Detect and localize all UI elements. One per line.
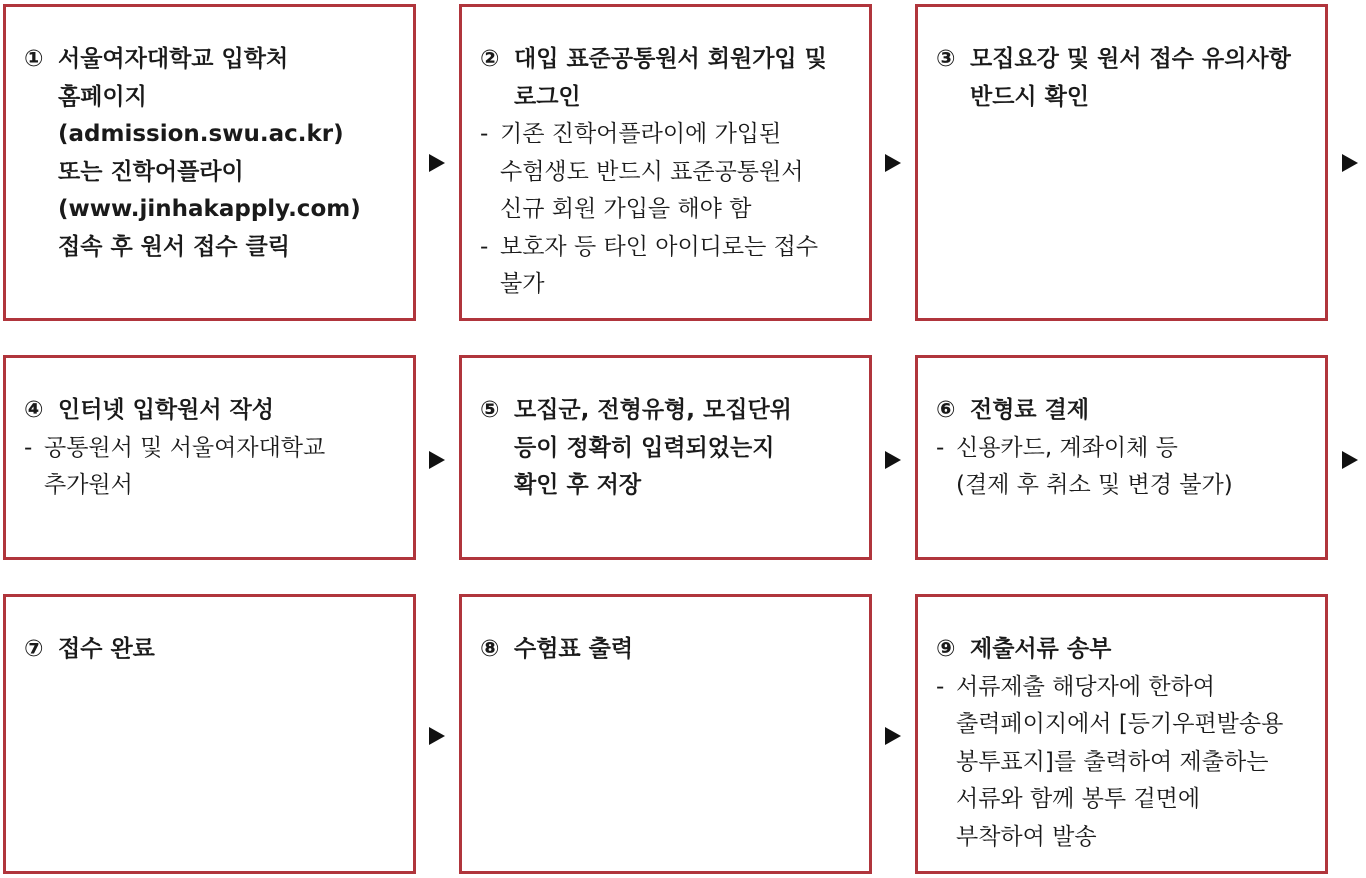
step-7-number: ⑦ — [24, 636, 44, 662]
step-2-box — [459, 4, 872, 321]
step-9-number: ⑨ — [936, 636, 956, 662]
step-4-box — [3, 355, 416, 560]
arrow-right-icon — [1342, 154, 1358, 172]
arrow-right-icon — [429, 727, 445, 745]
step-6-title-line — [936, 392, 1307, 430]
step-1-box — [3, 4, 416, 321]
step-9-title-line — [936, 631, 1307, 669]
dash-bullet: - — [480, 121, 489, 147]
step-6-extra-note: (결제 후 취소 및 변경 불가) — [956, 472, 1233, 498]
step-3-box — [915, 4, 1328, 321]
step-1-title: 서울여자대학교 입학처 홈페이지 (admission.swu.ac.kr) 또는 진학어플라이 (www.jinhakapply.com) 접속 후 원서 접수 클릭 — [58, 46, 361, 260]
step-7-title-line — [24, 631, 395, 669]
step-6-note-1-text: 신용카드, 계좌이체 등 — [956, 434, 1178, 461]
step-6-number: ⑥ — [936, 397, 956, 423]
dash-bullet: - — [936, 673, 945, 700]
step-2-note-1 — [480, 116, 851, 229]
step-9-box — [915, 594, 1328, 874]
step-9-note-1-text: 서류제출 해당자에 한하여 출력페이지에서 [등기우편발송용 봉투표지]를 출력하여 제출하는 서류와 함께 봉투 겉면에 부착하여 발송 — [956, 673, 1284, 850]
step-6-box — [915, 355, 1328, 560]
step-2-number: ② — [480, 46, 500, 72]
arrow-right-icon — [885, 154, 901, 172]
step-5-number: ⑤ — [480, 397, 500, 423]
step-8-title-line — [480, 631, 851, 669]
step-8-box — [459, 594, 872, 874]
step-4-note-1-text: 공통원서 및 서울여자대학교 추가원서 — [44, 434, 326, 498]
step-8-title: 수험표 출력 — [514, 636, 634, 662]
step-7-box — [3, 594, 416, 874]
dash-bullet: - — [24, 434, 33, 461]
step-9-title: 제출서류 송부 — [970, 636, 1112, 662]
dash-bullet: - — [936, 434, 945, 461]
step-7-title: 접수 완료 — [58, 636, 155, 662]
arrow-right-icon — [885, 727, 901, 745]
arrow-right-icon — [429, 451, 445, 469]
step-8-number: ⑧ — [480, 636, 500, 662]
step-4-note-1 — [24, 430, 395, 505]
step-3-title: 모집요강 및 원서 접수 유의사항 반드시 확인 — [970, 46, 1291, 110]
dash-bullet: - — [480, 233, 489, 260]
step-4-number: ④ — [24, 397, 44, 423]
step-4-title-line — [24, 392, 395, 430]
step-9-note-1 — [936, 669, 1307, 857]
step-1-number: ① — [24, 46, 44, 72]
step-2-note-1-text: 기존 진학어플라이에 가입된 수험생도 반드시 표준공통원서 신규 회원 가입을 해야 함 — [500, 121, 804, 222]
step-2-title: 대입 표준공통원서 회원가입 및 로그인 — [514, 46, 827, 110]
step-3-number: ③ — [936, 46, 956, 72]
arrow-right-icon — [1342, 451, 1358, 469]
step-2-note-2 — [480, 229, 851, 304]
arrow-right-icon — [429, 154, 445, 172]
step-6-note-1 — [936, 430, 1307, 468]
step-5-title-line — [480, 392, 851, 505]
arrow-right-icon — [885, 451, 901, 469]
step-2-title-line — [480, 41, 851, 116]
step-5-box — [459, 355, 872, 560]
step-1-title-line — [24, 41, 395, 266]
step-2-note-2-text: 보호자 등 타인 아이디로는 접수 불가 — [500, 233, 819, 297]
step-4-title: 인터넷 입학원서 작성 — [58, 397, 274, 423]
step-3-title-line — [936, 41, 1307, 116]
step-5-title: 모집군, 전형유형, 모집단위 등이 정확히 입력되었는지 확인 후 저장 — [514, 397, 792, 498]
step-6-title: 전형료 결제 — [970, 397, 1090, 423]
